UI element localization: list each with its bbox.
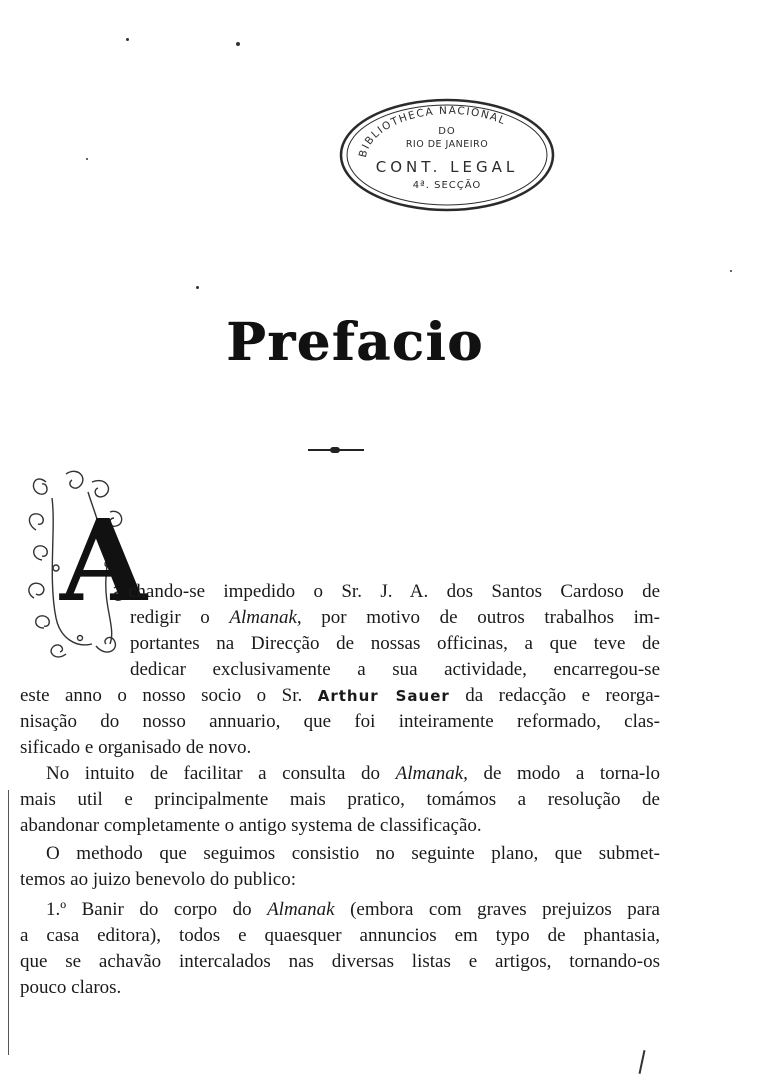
- p4-line-4: pouco claros.: [20, 977, 122, 998]
- decorated-initial: [26, 468, 147, 668]
- scan-speck: [730, 270, 732, 272]
- page-title: Prefacio: [226, 312, 484, 373]
- scan-speck: [196, 286, 199, 289]
- scan-speck: [126, 38, 129, 41]
- p1-line-2: [130, 607, 660, 629]
- p2-line-1-italic: Almanak,: [395, 763, 468, 784]
- p1-line-5-name: Arthur Sauer: [317, 687, 450, 705]
- p1-line-5-text-a: este anno o nosso socio o Sr.: [20, 685, 318, 706]
- p2-line-1-text-b: de modo a torna-lo: [467, 763, 660, 784]
- stamp-arc-text: BIBLIOTHECA NACIONAL: [356, 104, 508, 159]
- stamp-line-cont-legal: CONT. LEGAL: [375, 158, 519, 176]
- p4-line-3: que se achavão intercalados nas diversas listas e artigos, tornando-os: [20, 951, 660, 972]
- p1-line-2-italic: Almanak,: [229, 607, 302, 628]
- scan-pencil-mark: [639, 1050, 646, 1074]
- scan-speck: [86, 158, 88, 160]
- p1-line-2-text-b: por motivo de outros trabalhos im-: [301, 607, 660, 628]
- p1-line-5: [20, 685, 660, 707]
- p1-line-3: portantes na Direcção de nossas officinas, a que teve de: [130, 633, 660, 654]
- stamp-line-rio: RIO DE JANEIRO: [405, 139, 489, 150]
- p1-line-2-text-a: redigir o: [130, 607, 230, 628]
- drop-cap-letter: A: [60, 496, 147, 627]
- p2-line-2: mais util e principalmente mais pratico, tomámos a resolução de: [20, 789, 660, 810]
- p1-line-5-text-b: da redacção e reorga-: [449, 685, 660, 706]
- p4-line-1: [46, 899, 660, 921]
- title-divider-ornament: [330, 447, 340, 453]
- scan-speck: [236, 42, 240, 46]
- p4-line-1-text-a: 1.º Banir do corpo do: [46, 899, 268, 920]
- stamp-border: [338, 96, 556, 214]
- p1-line-1: chando-se impedido o Sr. J. A. dos Santos Cardoso de: [128, 581, 660, 602]
- scan-margin-line: [8, 790, 9, 1055]
- p4-line-1-italic: Almanak: [267, 899, 335, 920]
- stamp-line-seccao: 4ª. SECÇÃO: [412, 180, 482, 191]
- p3-line-2: temos ao juizo benevolo do publico:: [20, 869, 296, 890]
- p2-line-1-text-a: No intuito de facilitar a consulta do: [46, 763, 396, 784]
- stamp-line-do: DO: [438, 126, 456, 137]
- library-stamp: [338, 96, 556, 214]
- p4-line-1-text-b: (embora com graves prejuizos para: [334, 899, 660, 920]
- p1-line-4: dedicar exclusivamente a sua actividade, encarregou-se: [130, 659, 660, 680]
- p2-line-1: [46, 763, 660, 785]
- p3-line-1: O methodo que seguimos consistio no seguinte plano, que submet-: [46, 843, 660, 864]
- p1-line-6: nisação do nosso annuario, que foi inteiramente reformado, clas-: [20, 711, 660, 732]
- p2-line-3: abandonar completamente o antigo systema de classificação.: [20, 815, 482, 836]
- p4-line-2: a casa editora), todos e quaesquer annuncios em typo de phantasia,: [20, 925, 660, 946]
- p1-line-7: sificado e organisado de novo.: [20, 737, 252, 758]
